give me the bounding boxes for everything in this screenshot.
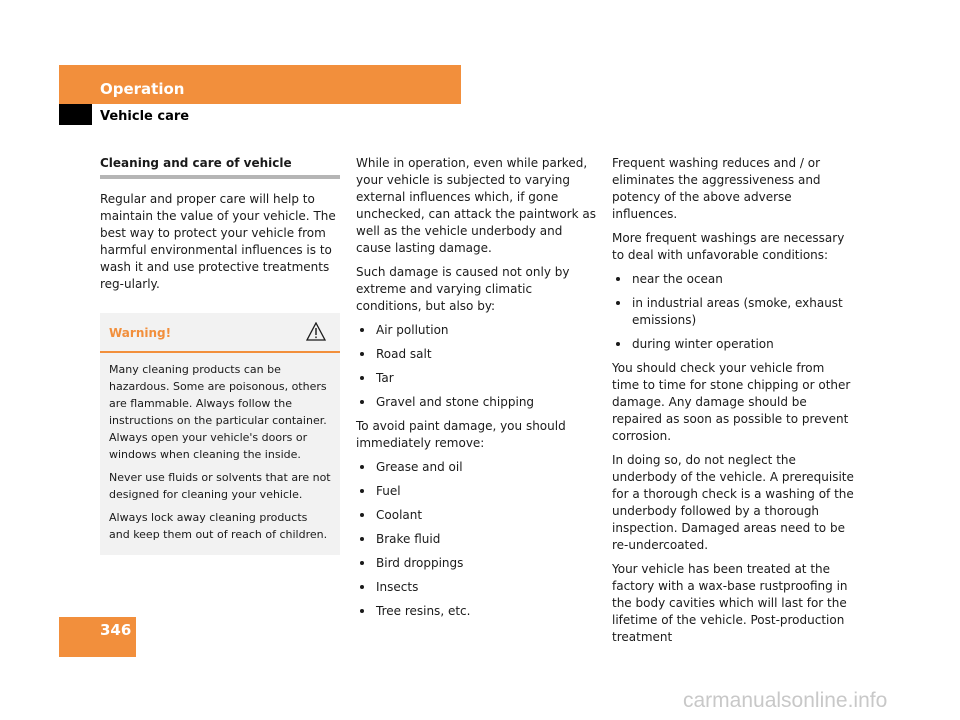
- list-item: Fuel: [356, 483, 598, 500]
- warning-paragraph: Never use fluids or solvents that are not designed for cleaning your vehicle.: [109, 471, 331, 501]
- header-tab-marker: [59, 104, 92, 125]
- damage-check-paragraph: You should check your vehicle from time to time for stone chipping or other damage. Any damage should be repaired as soon as possible to prevent corrosion.: [612, 361, 851, 443]
- page-number: 346: [100, 621, 132, 639]
- list-item: Coolant: [356, 507, 598, 524]
- warning-triangle-icon: [306, 322, 326, 341]
- rustproofing-paragraph: Your vehicle has been treated at the factory with a wax-base rustproofing in the body cavities which will last for the lifetime of the vehicle. Post-production treatment: [612, 562, 848, 644]
- list-item: in industrial areas (smoke, exhaust emissions): [612, 295, 854, 329]
- list-item: Bird droppings: [356, 555, 598, 572]
- list-item: Air pollution: [356, 322, 598, 339]
- warning-header: [100, 313, 340, 353]
- list-item: Brake fluid: [356, 531, 598, 548]
- frequent-washing-paragraph: Frequent washing reduces and / or eliminates the aggressiveness and potency of the above adverse influences.: [612, 156, 821, 221]
- title-divider: [100, 175, 340, 179]
- watermark: carmanualsonline.info: [683, 689, 888, 712]
- warning-title: Warning!: [109, 326, 172, 340]
- remove-intro: To avoid paint damage, you should immediately remove:: [356, 419, 566, 450]
- column-2: [356, 155, 598, 627]
- list-item: near the ocean: [612, 271, 854, 288]
- conditions-intro: More frequent washings are necessary to deal with unfavorable conditions:: [612, 231, 845, 262]
- warning-box: [100, 313, 340, 555]
- external-influences-paragraph: While in operation, even while parked, your vehicle is subjected to varying external influences which, if gone unchecked, can attack the paintwork as well as the vehicle underbody and cause lasting damage.: [356, 156, 596, 255]
- list-item: Gravel and stone chipping: [356, 394, 598, 411]
- list-item: Tree resins, etc.: [356, 603, 598, 620]
- column-1: [100, 155, 340, 555]
- subsection-title: Vehicle care: [100, 109, 190, 124]
- remove-list: [356, 459, 598, 620]
- cleaning-title: Cleaning and care of vehicle: [100, 156, 292, 170]
- cleaning-paragraph: Regular and proper care will help to maintain the value of your vehicle. The best way to protect your vehicle from harmful environmental influences is to wash it and use protective treatments reg-ularly.: [100, 192, 336, 291]
- list-item: Tar: [356, 370, 598, 387]
- underbody-paragraph: In doing so, do not neglect the underbody of the vehicle. A prerequisite for a thorough check is a washing of the underbody followed by a thorough inspection. Damaged areas need to be re-undercoated.: [612, 453, 854, 552]
- list-item: during winter operation: [612, 336, 854, 353]
- list-item: Road salt: [356, 346, 598, 363]
- warning-body: [100, 353, 340, 543]
- warning-paragraph: Many cleaning products can be hazardous. Some are poisonous, others are flammable. Always follow the instructions on the particular container. Always open your vehicle's doors or windows when cleaning the inside.: [109, 363, 327, 461]
- warning-paragraph: Always lock away cleaning products and keep them out of reach of children.: [109, 511, 328, 541]
- causes-intro: Such damage is caused not only by extreme and varying climatic conditions, but also by:: [356, 265, 570, 313]
- section-title: Operation: [100, 80, 185, 98]
- column-3: [612, 155, 854, 653]
- list-item: Insects: [356, 579, 598, 596]
- causes-list: [356, 322, 598, 411]
- list-item: Grease and oil: [356, 459, 598, 476]
- conditions-list: [612, 271, 854, 353]
